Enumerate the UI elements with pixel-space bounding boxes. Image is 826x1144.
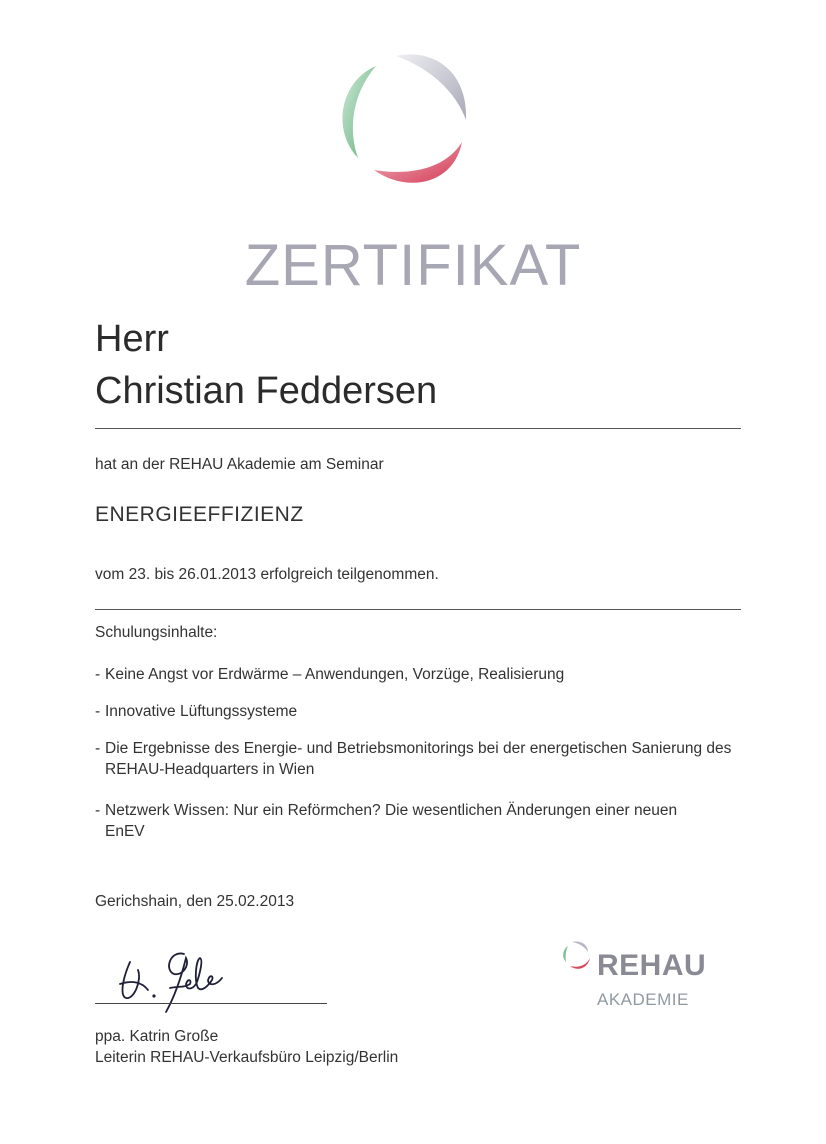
recipient-salutation: Herr [95, 318, 169, 360]
recipient-name: Christian Feddersen [95, 370, 438, 412]
intro-text: hat an der REHAU Akademie am Seminar [95, 456, 384, 473]
list-item-text: Innovative Lüftungssysteme [105, 703, 298, 720]
logo-green-arc [342, 66, 376, 158]
contents-list [95, 664, 755, 862]
list-item [95, 800, 755, 842]
list-item [95, 738, 755, 780]
logo-red-arc [374, 142, 462, 183]
place-date: Gerichshain, den 25.02.2013 [95, 893, 295, 910]
signature-line [95, 1003, 327, 1004]
divider [95, 428, 741, 429]
list-marker: - [95, 740, 101, 757]
list-marker: - [95, 802, 101, 819]
contents-heading: Schulungsinhalte: [95, 624, 218, 641]
list-marker: - [95, 666, 101, 683]
logo-gray-arc [396, 54, 466, 120]
seminar-title: ENERGIEEFFIZIENZ [95, 503, 304, 526]
signatory-role: Leiterin REHAU-Verkaufsbüro Leipzig/Berlin [95, 1049, 399, 1066]
rehau-logo-wordmark: REHAU [597, 949, 707, 982]
list-item [95, 701, 755, 722]
dates-text: vom 23. bis 26.01.2013 erfolgreich teilgenommen. [95, 566, 439, 583]
rehau-swirl-logo [328, 48, 476, 196]
handwritten-signature [112, 940, 232, 1020]
divider [95, 609, 741, 610]
list-item-text: Die Ergebnisse des Energie- und Betriebsmonitorings bei der energetischen Sanierung des REHAU-Headquarters in Wien [105, 740, 732, 778]
akademie-logo-text: AKADEMIE [597, 990, 689, 1009]
certificate-title: ZERTIFIKAT [244, 233, 582, 298]
signatory-name: ppa. Katrin Große [95, 1028, 219, 1045]
list-marker: - [95, 703, 101, 720]
list-item-text: Keine Angst vor Erdwärme – Anwendungen, Vorzüge, Realisierung [105, 666, 565, 683]
list-item-text: Netzwerk Wissen: Nur ein Reförmchen? Die wesentlichen Änderungen einer neuen EnEV [105, 802, 678, 840]
list-item [95, 664, 755, 685]
